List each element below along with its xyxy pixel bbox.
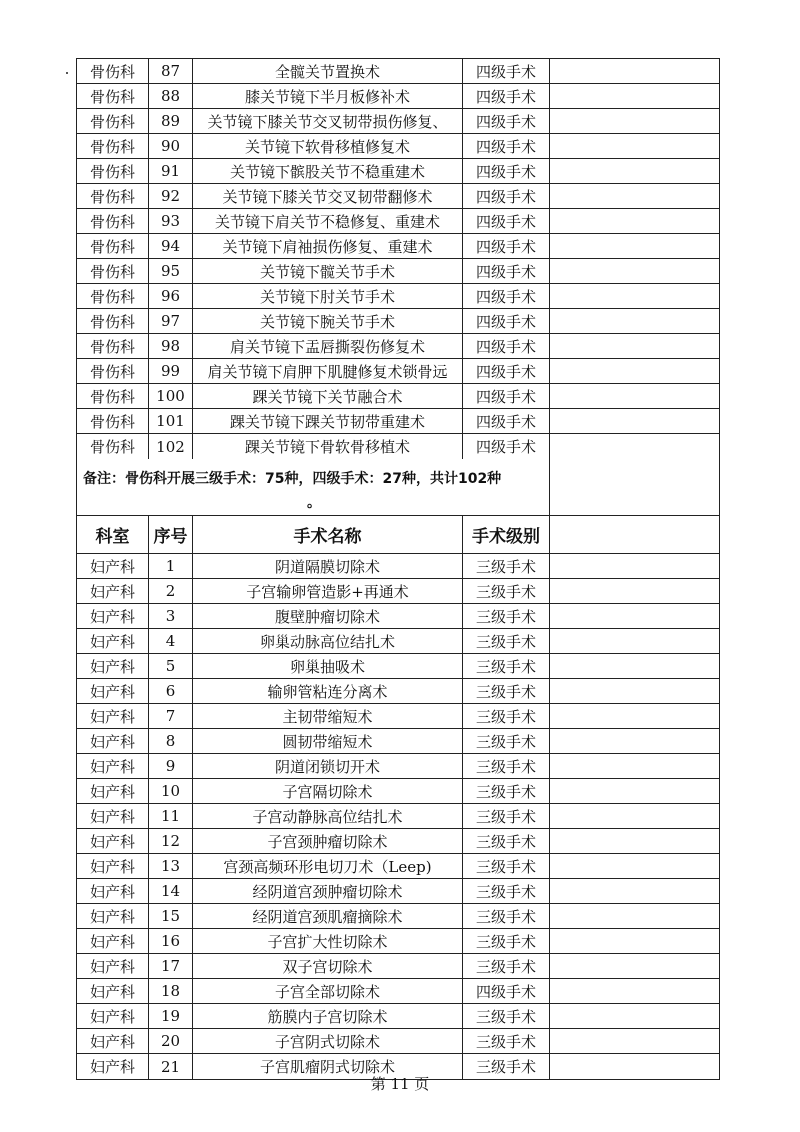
cell-extra [550,629,719,653]
cell-no: 97 [149,309,193,333]
cell-extra [550,604,719,628]
cell-dept: 妇产科 [77,979,149,1003]
note-row [77,459,719,516]
cell-dept: 妇产科 [77,829,149,853]
cell-level: 四级手术 [463,159,550,183]
cell-name: 双子宫切除术 [193,954,463,978]
cell-extra [550,284,719,308]
cell-level: 四级手术 [463,109,550,133]
cell-extra [550,804,719,828]
cell-dept: 妇产科 [77,854,149,878]
cell-no: 102 [149,434,193,459]
cell-dept: 妇产科 [77,654,149,678]
orthopedics-rows [77,59,719,459]
cell-no: 21 [149,1054,193,1079]
cell-no: 19 [149,1004,193,1028]
cell-extra [550,384,719,408]
cell-level: 四级手术 [463,234,550,258]
table-row [77,209,719,234]
cell-dept: 妇产科 [77,779,149,803]
table-row [77,779,719,804]
cell-extra [550,309,719,333]
cell-name: 关节镜下肩袖损伤修复、重建术 [193,234,463,258]
cell-no: 1 [149,554,193,578]
note-text [77,459,550,515]
cell-dept: 妇产科 [77,729,149,753]
cell-extra [550,754,719,778]
cell-no: 89 [149,109,193,133]
cell-dept: 骨伤科 [77,309,149,333]
cell-extra [550,729,719,753]
cell-no: 16 [149,929,193,953]
cell-no: 12 [149,829,193,853]
cell-dept: 骨伤科 [77,384,149,408]
table-row [77,754,719,779]
cell-dept: 骨伤科 [77,109,149,133]
cell-dept: 妇产科 [77,579,149,603]
cell-level: 三级手术 [463,954,550,978]
table-row [77,929,719,954]
cell-extra [550,779,719,803]
cell-extra [550,1004,719,1028]
cell-extra [550,704,719,728]
table-row [77,184,719,209]
cell-extra [550,854,719,878]
table-row [77,554,719,579]
table-row [77,359,719,384]
cell-name: 子宫动静脉高位结扎术 [193,804,463,828]
cell-extra [550,434,719,459]
cell-no: 11 [149,804,193,828]
cell-name: 子宫颈肿瘤切除术 [193,829,463,853]
cell-name: 腹壁肿瘤切除术 [193,604,463,628]
cell-level: 三级手术 [463,929,550,953]
cell-no: 87 [149,59,193,83]
cell-level: 四级手术 [463,259,550,283]
cell-no: 90 [149,134,193,158]
cell-level: 四级手术 [463,209,550,233]
cell-level: 四级手术 [463,979,550,1003]
cell-no: 18 [149,979,193,1003]
cell-name: 筋膜内子宫切除术 [193,1004,463,1028]
table-row [77,729,719,754]
cell-level: 三级手术 [463,779,550,803]
cell-name: 子宫全部切除术 [193,979,463,1003]
cell-name: 关节镜下肘关节手术 [193,284,463,308]
cell-name: 卵巢动脉高位结扎术 [193,629,463,653]
cell-extra [550,184,719,208]
cell-level: 四级手术 [463,284,550,308]
cell-level: 三级手术 [463,804,550,828]
cell-name: 关节镜下腕关节手术 [193,309,463,333]
cell-no: 92 [149,184,193,208]
cell-no: 100 [149,384,193,408]
table-row [77,284,719,309]
cell-extra [550,259,719,283]
header-name: 手术名称 [193,516,463,553]
cell-dept: 妇产科 [77,1054,149,1079]
table-row [77,109,719,134]
cell-name: 子宫隔切除术 [193,779,463,803]
cell-level: 三级手术 [463,1029,550,1053]
cell-no: 94 [149,234,193,258]
cell-no: 2 [149,579,193,603]
table-row [77,84,719,109]
gynecology-rows [77,554,719,1079]
cell-level: 三级手术 [463,904,550,928]
note-line-2: 。 [307,495,321,511]
table-row [77,879,719,904]
cell-level: 三级手术 [463,554,550,578]
cell-dept: 妇产科 [77,1004,149,1028]
cell-dept: 骨伤科 [77,284,149,308]
table-row [77,654,719,679]
cell-name: 踝关节镜下骨软骨移植术 [193,434,463,459]
table-row [77,904,719,929]
note-extra-cell [550,459,719,515]
cell-dept: 妇产科 [77,804,149,828]
cell-dept: 骨伤科 [77,209,149,233]
table-row [77,854,719,879]
cell-level: 三级手术 [463,1004,550,1028]
cell-dept: 妇产科 [77,604,149,628]
cell-extra [550,209,719,233]
cell-no: 8 [149,729,193,753]
cell-name: 关节镜下软骨移植修复术 [193,134,463,158]
header-level: 手术级别 [463,516,550,553]
cell-extra [550,879,719,903]
cell-name: 子宫肌瘤阴式切除术 [193,1054,463,1079]
cell-level: 三级手术 [463,829,550,853]
cell-extra [550,654,719,678]
cell-name: 膝关节镜下半月板修补术 [193,84,463,108]
cell-name: 卵巢抽吸术 [193,654,463,678]
cell-level: 三级手术 [463,629,550,653]
cell-no: 13 [149,854,193,878]
cell-level: 四级手术 [463,184,550,208]
cell-dept: 骨伤科 [77,84,149,108]
table-row [77,579,719,604]
cell-extra [550,979,719,1003]
cell-level: 三级手术 [463,854,550,878]
cell-no: 98 [149,334,193,358]
cell-name: 子宫扩大性切除术 [193,929,463,953]
cell-name: 关节镜下髌股关节不稳重建术 [193,159,463,183]
cell-extra [550,134,719,158]
cell-level: 三级手术 [463,879,550,903]
cell-level: 三级手术 [463,654,550,678]
cell-dept: 妇产科 [77,679,149,703]
cell-dept: 骨伤科 [77,184,149,208]
table-row [77,829,719,854]
header-extra [550,516,719,553]
scan-dot [66,72,68,74]
cell-level: 四级手术 [463,84,550,108]
cell-name: 经阴道宫颈肌瘤摘除术 [193,904,463,928]
cell-no: 15 [149,904,193,928]
cell-dept: 妇产科 [77,1029,149,1053]
cell-level: 三级手术 [463,704,550,728]
cell-no: 101 [149,409,193,433]
cell-extra [550,84,719,108]
cell-name: 关节镜下膝关节交叉韧带损伤修复、 [193,109,463,133]
cell-extra [550,1029,719,1053]
cell-extra [550,929,719,953]
cell-dept: 妇产科 [77,954,149,978]
cell-name: 子宫阴式切除术 [193,1029,463,1053]
surgery-table [76,58,720,1080]
note-line-1: 备注：骨伤科开展三级手术：75种，四级手术：27种，共计102种 [83,471,502,487]
cell-dept: 骨伤科 [77,434,149,459]
cell-level: 三级手术 [463,579,550,603]
cell-no: 99 [149,359,193,383]
cell-name: 阴道隔膜切除术 [193,554,463,578]
table-row [77,629,719,654]
cell-name: 经阴道宫颈肿瘤切除术 [193,879,463,903]
cell-dept: 妇产科 [77,929,149,953]
cell-dept: 骨伤科 [77,134,149,158]
cell-dept: 骨伤科 [77,334,149,358]
cell-level: 三级手术 [463,1054,550,1079]
table-row [77,409,719,434]
cell-name: 肩关节镜下肩胛下肌腱修复术锁骨远 [193,359,463,383]
cell-extra [550,904,719,928]
table-row [77,434,719,459]
table-row [77,679,719,704]
page-number: 第 11 页 [370,1075,430,1093]
table-row [77,704,719,729]
cell-dept: 妇产科 [77,879,149,903]
table-row [77,604,719,629]
cell-no: 3 [149,604,193,628]
cell-no: 6 [149,679,193,703]
cell-name: 阴道闭锁切开术 [193,754,463,778]
cell-extra [550,334,719,358]
table-row [77,954,719,979]
cell-name: 输卵管粘连分离术 [193,679,463,703]
cell-level: 四级手术 [463,59,550,83]
table-header [77,516,719,554]
table-row [77,804,719,829]
table-row [77,234,719,259]
cell-extra [550,359,719,383]
cell-name: 子宫输卵管造影+再通术 [193,579,463,603]
table-row [77,1029,719,1054]
cell-no: 4 [149,629,193,653]
cell-no: 88 [149,84,193,108]
cell-extra [550,954,719,978]
header-dept: 科室 [77,516,149,553]
cell-extra [550,159,719,183]
cell-extra [550,59,719,83]
cell-extra [550,109,719,133]
cell-extra [550,409,719,433]
cell-level: 四级手术 [463,434,550,459]
cell-level: 四级手术 [463,134,550,158]
cell-dept: 妇产科 [77,554,149,578]
cell-name: 关节镜下膝关节交叉韧带翻修术 [193,184,463,208]
cell-dept: 妇产科 [77,754,149,778]
table-row [77,384,719,409]
cell-level: 三级手术 [463,604,550,628]
cell-name: 踝关节镜下踝关节韧带重建术 [193,409,463,433]
cell-dept: 骨伤科 [77,59,149,83]
table-row [77,159,719,184]
cell-level: 四级手术 [463,359,550,383]
cell-name: 肩关节镜下盂唇撕裂伤修复术 [193,334,463,358]
cell-dept: 骨伤科 [77,159,149,183]
cell-name: 关节镜下肩关节不稳修复、重建术 [193,209,463,233]
cell-name: 主韧带缩短术 [193,704,463,728]
table-row [77,134,719,159]
cell-level: 三级手术 [463,754,550,778]
cell-name: 踝关节镜下关节融合术 [193,384,463,408]
cell-dept: 骨伤科 [77,359,149,383]
cell-dept: 骨伤科 [77,259,149,283]
table-row [77,59,719,84]
cell-extra [550,679,719,703]
cell-no: 10 [149,779,193,803]
cell-no: 14 [149,879,193,903]
cell-name: 全髋关节置换术 [193,59,463,83]
cell-level: 四级手术 [463,334,550,358]
cell-no: 17 [149,954,193,978]
table-row [77,334,719,359]
cell-no: 96 [149,284,193,308]
cell-name: 关节镜下髋关节手术 [193,259,463,283]
cell-level: 三级手术 [463,679,550,703]
table-row [77,979,719,1004]
cell-dept: 骨伤科 [77,234,149,258]
cell-no: 7 [149,704,193,728]
cell-extra [550,579,719,603]
cell-no: 93 [149,209,193,233]
cell-level: 四级手术 [463,384,550,408]
cell-dept: 骨伤科 [77,409,149,433]
table-row [77,1004,719,1029]
cell-dept: 妇产科 [77,704,149,728]
table-row [77,309,719,334]
cell-no: 91 [149,159,193,183]
cell-extra [550,554,719,578]
cell-no: 20 [149,1029,193,1053]
cell-no: 9 [149,754,193,778]
cell-no: 5 [149,654,193,678]
cell-extra [550,234,719,258]
cell-level: 四级手术 [463,309,550,333]
header-no: 序号 [149,516,193,553]
cell-dept: 妇产科 [77,904,149,928]
table-row [77,259,719,284]
cell-name: 宫颈高频环形电切刀术（Leep) [193,854,463,878]
cell-extra [550,829,719,853]
cell-level: 三级手术 [463,729,550,753]
cell-name: 圆韧带缩短术 [193,729,463,753]
cell-dept: 妇产科 [77,629,149,653]
cell-no: 95 [149,259,193,283]
cell-level: 四级手术 [463,409,550,433]
